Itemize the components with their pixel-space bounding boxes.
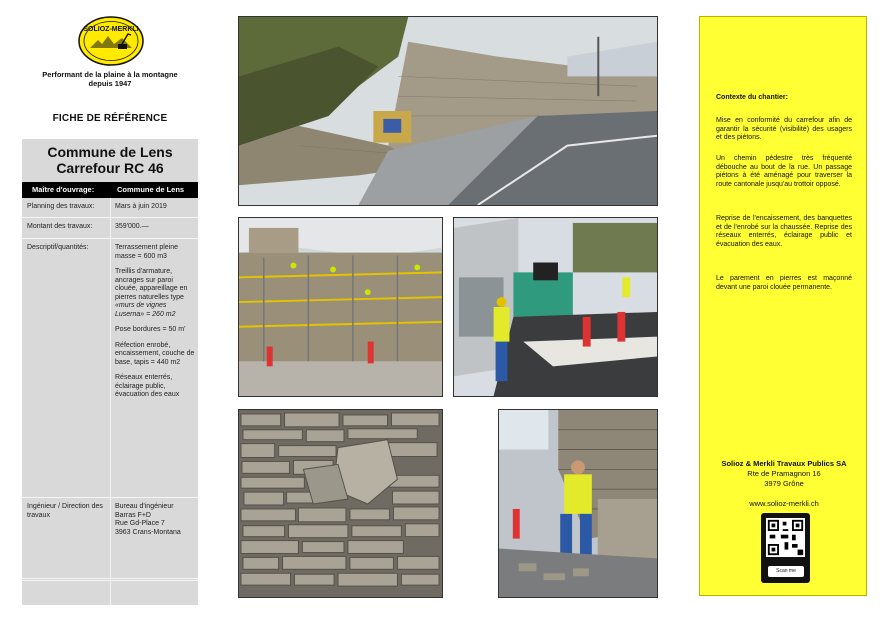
context-paragraph: Reprise de l'encaissement, des banquettes et de l'enrobé sur la chaussée. Reprise des réseaux enterrés, éclairage public et évacuation des eaux. bbox=[716, 215, 852, 249]
engineer-label: Ingénieur / Direction des travaux bbox=[27, 503, 103, 519]
tagline-line-2: depuis 1947 bbox=[88, 79, 132, 88]
commune-title bbox=[22, 144, 198, 176]
logo-text: SOLIOZ-MERKLI bbox=[83, 26, 139, 33]
fiche-title: FICHE DE RÉFÉRENCE bbox=[52, 113, 168, 124]
mason-worker-photo bbox=[498, 409, 658, 598]
commune-name: Commune de Lens bbox=[47, 144, 173, 160]
context-paragraph: Mise en conformité du carrefour afin de garantir la sécurité (visibilité) des usagers et des piétons. bbox=[716, 117, 852, 142]
company-name: Solioz & Merkli Travaux Publics SA bbox=[721, 459, 847, 468]
quantity-reseaux: Réseaux enterrés, éclairage public, évacuation des eaux bbox=[115, 374, 180, 398]
company-logo bbox=[78, 16, 144, 66]
owner-header-row bbox=[22, 182, 198, 198]
retaining-wall-road-photo bbox=[238, 16, 658, 206]
empty-row-divider bbox=[22, 580, 198, 581]
scan-me-label: Scan me bbox=[768, 566, 804, 577]
engineer-address-line: Barras F+D bbox=[115, 511, 151, 519]
planning-value: Mars à juin 2019 bbox=[115, 203, 167, 210]
table-row-amount bbox=[22, 219, 198, 239]
qr-code-icon bbox=[766, 518, 805, 557]
tagline bbox=[22, 70, 198, 88]
table-row-engineer bbox=[22, 499, 198, 579]
qr-code-badge[interactable] bbox=[761, 513, 810, 583]
engineer-address bbox=[115, 503, 197, 537]
quantity-treillis: Treillis d'armature, ancrages sur paroi clouée, appareillage en pierres naturelles type bbox=[115, 268, 188, 301]
table-row-planning bbox=[22, 199, 198, 218]
company-street: Rte de Pramagnon 16 bbox=[747, 469, 821, 478]
description-value bbox=[115, 244, 197, 407]
company-city: 3979 Grône bbox=[764, 479, 804, 488]
stone-masonry-closeup-photo bbox=[238, 409, 443, 598]
scaffolding-wall-photo bbox=[238, 217, 443, 397]
quantity-enrobe: Réfection enrobé, encaissement, couche de base, tapis = 440 m2 bbox=[115, 341, 195, 366]
engineer-address-line: Bureau d'ingénieur bbox=[115, 503, 174, 510]
planning-label: Planning des travaux: bbox=[27, 203, 95, 210]
tagline-line-1: Performant de la plaine à la montagne bbox=[42, 70, 178, 79]
context-title: Contexte du chantier: bbox=[716, 94, 788, 101]
engineer-address-line: 3963 Crans-Montana bbox=[115, 528, 181, 536]
amount-label: Montant des travaux: bbox=[27, 223, 93, 230]
owner-label: Maître d'ouvrage: bbox=[32, 185, 95, 194]
murs-de-vignes-text: «murs de vignes Luserna» = 260 m2 bbox=[115, 302, 176, 318]
reference-panel bbox=[22, 139, 198, 605]
context-panel bbox=[699, 16, 867, 596]
quantity-terrassement: Terrassement pleine masse = 600 m3 bbox=[115, 244, 179, 260]
context-paragraph: Un chemin pédestre très fréquenté débouche au bout de la rue. Un passage piétons à été aménagé pour traverser la route cantonale jusqu'au trottoir opposé. bbox=[716, 155, 852, 189]
project-name: Carrefour RC 46 bbox=[56, 160, 164, 176]
quantity-murs bbox=[115, 302, 197, 319]
context-paragraph: Le parement en pierres est maçonné devant une paroi clouée permanente. bbox=[716, 275, 852, 291]
description-label: Descriptif/quantités: bbox=[27, 244, 89, 251]
owner-value: Commune de Lens bbox=[117, 185, 185, 194]
amount-value: 359'000.— bbox=[115, 223, 149, 230]
quantity-bordures: Pose bordures = 50 m' bbox=[115, 326, 186, 333]
table-row-description bbox=[22, 240, 198, 498]
company-website[interactable]: www.solioz-merkli.ch bbox=[749, 499, 819, 508]
engineer-address-line: Rue Gd-Place 7 bbox=[115, 520, 165, 527]
paving-machine-photo bbox=[453, 217, 658, 397]
